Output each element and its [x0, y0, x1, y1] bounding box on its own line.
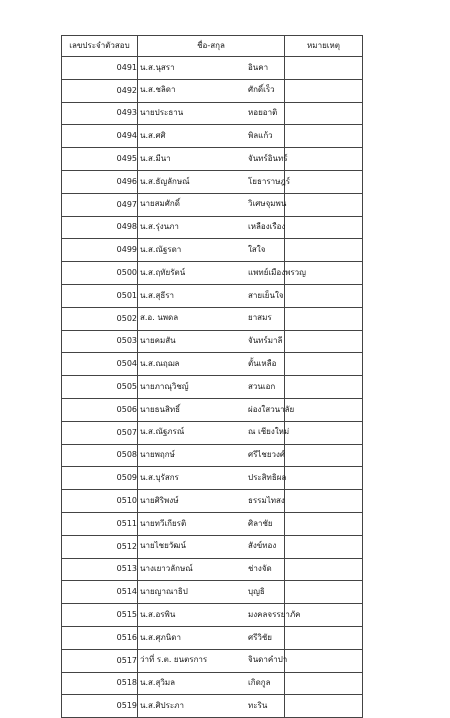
- surname: หอยอาติ: [248, 108, 278, 118]
- table-row: [62, 262, 363, 285]
- full-name-cell: [138, 284, 285, 307]
- table-row: [62, 170, 363, 193]
- remark-cell: [285, 490, 363, 513]
- remark-cell: [285, 284, 363, 307]
- exam-id-cell: 0513: [62, 558, 138, 581]
- exam-id-cell: 0517: [62, 649, 138, 672]
- title-first-name: นางเยาวลักษณ์: [140, 564, 193, 574]
- surname: สายเย็นใจ: [248, 290, 284, 300]
- title-first-name: นายทวีเกียรติ: [140, 518, 187, 528]
- remark-cell: [285, 467, 363, 490]
- surname: ธรรมไทสง: [248, 495, 285, 505]
- header-full-name: ชื่อ-สกุล: [138, 36, 285, 57]
- table-row: [62, 239, 363, 262]
- exam-id-cell: 0495: [62, 148, 138, 171]
- remark-cell: [285, 102, 363, 125]
- full-name-cell: [138, 626, 285, 649]
- full-name-cell: [138, 376, 285, 399]
- remark-cell: [285, 444, 363, 467]
- surname: ศรีไชยวงศ์: [248, 450, 285, 460]
- exam-id-cell: 0501: [62, 284, 138, 307]
- table-row: [62, 307, 363, 330]
- full-name-cell: [138, 398, 295, 421]
- exam-id-cell: 0498: [62, 216, 138, 239]
- title-first-name: น.ส.ณฤฌล: [140, 359, 180, 368]
- full-name-cell: [138, 512, 285, 535]
- surname: ศิลาชัย: [248, 518, 273, 528]
- table-row: [62, 284, 363, 307]
- remark-cell: [285, 353, 363, 376]
- full-name-cell: [138, 444, 285, 467]
- table-row: [62, 102, 363, 125]
- title-first-name: น.ส.ธัญลักษณ์: [140, 176, 190, 186]
- full-name-cell: [138, 102, 285, 125]
- exam-id-cell: 0500: [62, 262, 138, 285]
- surname: ตั้นเหลือ: [248, 359, 277, 368]
- surname: บุญธิ: [248, 586, 265, 596]
- table-row: [62, 649, 363, 672]
- full-name-cell: [138, 79, 285, 102]
- surname: ช่างจัด: [248, 564, 272, 574]
- exam-id-cell: 0492: [62, 79, 138, 102]
- exam-id-cell: 0514: [62, 581, 138, 604]
- exam-id-cell: 0515: [62, 604, 138, 627]
- table-row: [62, 421, 363, 444]
- table-row: [62, 79, 363, 102]
- header-remark: หมายเหตุ: [285, 36, 363, 57]
- full-name-cell: [138, 353, 285, 376]
- remark-cell: [285, 330, 363, 353]
- table-row: [62, 626, 363, 649]
- exam-id-cell: 0505: [62, 376, 138, 399]
- surname: จันทร์มาลี: [248, 336, 283, 346]
- remark-cell: [285, 398, 363, 421]
- surname: ณ เชียงใหม่: [248, 427, 290, 437]
- header-exam-id: เลขประจำตัวสอบ: [62, 36, 138, 57]
- exam-id-cell: 0512: [62, 535, 138, 558]
- surname: ผ่องใสวนาลัย: [248, 404, 295, 414]
- title-first-name: นายประธาน: [140, 108, 184, 118]
- exam-id-cell: 0510: [62, 490, 138, 513]
- table-row: [62, 695, 363, 718]
- surname: มงคลจรรยาภัค: [248, 609, 301, 619]
- full-name-cell: [138, 535, 285, 558]
- exam-id-cell: 0504: [62, 353, 138, 376]
- table-row: [62, 148, 363, 171]
- full-name-cell: [138, 558, 285, 581]
- surname: แพทย์เมืองพรวญ: [248, 267, 306, 277]
- title-first-name: นายญาณาธิป: [140, 586, 188, 596]
- remark-cell: [285, 558, 363, 581]
- surname: ศรีวิชัย: [248, 632, 272, 642]
- table-row: [62, 376, 363, 399]
- remark-cell: [285, 79, 363, 102]
- title-first-name: นายสมศักดิ์: [140, 199, 180, 209]
- title-first-name: น.ส.ชลิดา: [140, 85, 176, 95]
- title-first-name: นายธนสิทธิ์: [140, 404, 181, 414]
- surname: ประสิทธิผล: [248, 472, 287, 482]
- remark-cell: [285, 626, 363, 649]
- full-name-cell: [138, 57, 285, 80]
- title-first-name: นายศิริพงษ์: [140, 495, 179, 505]
- candidate-table: [61, 35, 363, 718]
- exam-id-cell: 0502: [62, 307, 138, 330]
- exam-id-cell: 0511: [62, 512, 138, 535]
- table-row: [62, 535, 363, 558]
- full-name-cell: [138, 604, 301, 627]
- table-row: [62, 672, 363, 695]
- remark-cell: [285, 695, 363, 718]
- full-name-cell: [138, 125, 285, 148]
- title-first-name: น.ส.ศิประภา: [140, 700, 184, 710]
- remark-cell: [285, 239, 363, 262]
- exam-id-cell: 0506: [62, 398, 138, 421]
- surname: จินดาคำปา: [248, 655, 288, 665]
- table-row: [62, 193, 363, 216]
- surname: โยธาราษฎร์: [248, 176, 291, 186]
- exam-id-cell: 0496: [62, 170, 138, 193]
- table-row: [62, 467, 363, 490]
- exam-id-cell: 0507: [62, 421, 138, 444]
- title-first-name: น.ส.ณัฐรดา: [140, 245, 182, 255]
- surname: สวนเอก: [248, 381, 276, 391]
- remark-cell: [285, 125, 363, 148]
- full-name-cell: [138, 467, 285, 490]
- table-row: [62, 581, 363, 604]
- surname: จันทร์อินทร์: [248, 153, 288, 163]
- exam-id-cell: 0491: [62, 57, 138, 80]
- surname: พิลแก้ว: [248, 131, 273, 141]
- title-first-name: น.ส.บุรัสกร: [140, 472, 179, 482]
- remark-cell: [285, 512, 363, 535]
- full-name-cell: [138, 490, 285, 513]
- title-first-name: น.ส.นุสรา: [140, 62, 175, 72]
- surname: เกิดกูล: [248, 678, 271, 688]
- title-first-name: นายพฤกษ์: [140, 450, 175, 460]
- table-body: [62, 57, 363, 718]
- table-row: [62, 604, 363, 627]
- exam-id-cell: 0499: [62, 239, 138, 262]
- full-name-cell: [138, 148, 288, 171]
- remark-cell: [285, 57, 363, 80]
- full-name-cell: [138, 330, 285, 353]
- surname: วิเศษจุมพน: [248, 199, 287, 209]
- title-first-name: ว่าที่ ร.ต. ยนตรการ: [140, 655, 208, 665]
- table-row: [62, 558, 363, 581]
- surname: เหลืองเรือง: [248, 222, 286, 232]
- title-first-name: น.ส.สุธีรา: [140, 290, 174, 300]
- title-first-name: นายภาณุวิชญ์: [140, 381, 189, 391]
- remark-cell: [285, 193, 363, 216]
- full-name-cell: [138, 649, 288, 672]
- surname: ศักดิ์เร็ว: [248, 85, 275, 95]
- title-first-name: น.ส.สุวิมล: [140, 678, 175, 688]
- surname: ใสใจ: [248, 245, 266, 255]
- remark-cell: [285, 170, 363, 193]
- title-first-name: น.ส.มีนา: [140, 153, 171, 163]
- full-name-cell: [138, 672, 285, 695]
- full-name-cell: [138, 581, 285, 604]
- remark-cell: [285, 672, 363, 695]
- exam-id-cell: 0494: [62, 125, 138, 148]
- table-row: [62, 57, 363, 80]
- title-first-name: น.ส.ณัฐภรณ์: [140, 427, 185, 437]
- remark-cell: [285, 216, 363, 239]
- table-row: [62, 330, 363, 353]
- table-row: [62, 216, 363, 239]
- title-first-name: น.ส.ศศิ: [140, 131, 166, 141]
- exam-id-cell: 0516: [62, 626, 138, 649]
- full-name-cell: [138, 170, 291, 193]
- surname: อินคา: [248, 62, 269, 72]
- table-row: [62, 490, 363, 513]
- exam-id-cell: 0508: [62, 444, 138, 467]
- remark-cell: [285, 581, 363, 604]
- exam-id-cell: 0497: [62, 193, 138, 216]
- title-first-name: นายคมสัน: [140, 336, 176, 346]
- surname: ทะริน: [248, 700, 268, 710]
- table-row: [62, 398, 363, 421]
- table-header: [62, 36, 363, 57]
- header-row: [62, 36, 363, 57]
- title-first-name: น.ส.ศุภนิดา: [140, 632, 181, 642]
- exam-id-cell: 0518: [62, 672, 138, 695]
- surname: สังข์ทอง: [248, 541, 277, 551]
- table-row: [62, 512, 363, 535]
- exam-id-cell: 0503: [62, 330, 138, 353]
- remark-cell: [285, 307, 363, 330]
- remark-cell: [285, 376, 363, 399]
- title-first-name: น.ส.ฤทัยรัตน์: [140, 267, 186, 277]
- full-name-cell: [138, 307, 285, 330]
- full-name-cell: [138, 239, 285, 262]
- remark-cell: [285, 421, 363, 444]
- table-row: [62, 353, 363, 376]
- table-row: [62, 125, 363, 148]
- full-name-cell: [138, 193, 285, 216]
- full-name-cell: [138, 695, 285, 718]
- title-first-name: ส.อ. นพดล: [140, 313, 179, 323]
- title-first-name: น.ส.รุ่งนภา: [140, 222, 179, 232]
- remark-cell: [285, 535, 363, 558]
- surname: ยาสมร: [248, 313, 272, 323]
- full-name-cell: [138, 262, 306, 285]
- exam-id-cell: 0493: [62, 102, 138, 125]
- exam-id-cell: 0519: [62, 695, 138, 718]
- remark-cell: [285, 148, 363, 171]
- table-row: [62, 444, 363, 467]
- title-first-name: นายไชยวัฒน์: [140, 541, 186, 551]
- full-name-cell: [138, 216, 285, 239]
- title-first-name: น.ส.อรพิน: [140, 609, 176, 619]
- exam-id-cell: 0509: [62, 467, 138, 490]
- full-name-cell: [138, 421, 290, 444]
- remark-cell: [285, 649, 363, 672]
